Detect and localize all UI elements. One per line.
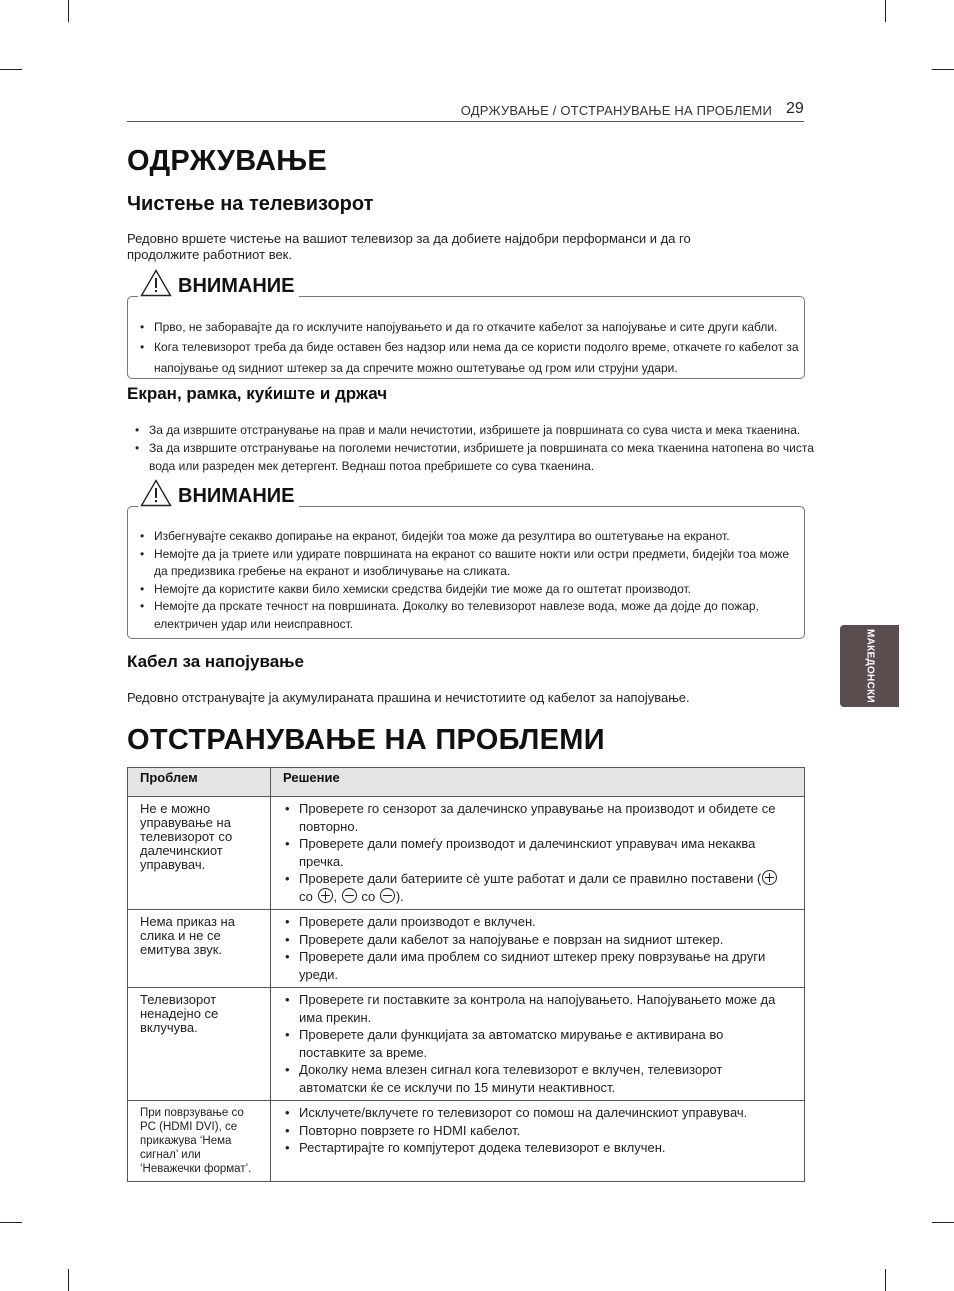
- intro-line: Редовно вршете чистење на вашиот телевизор за да добиете најдобри перформанси и да го: [127, 231, 691, 246]
- battery-connector: со: [357, 888, 379, 904]
- list-item: • Проверете дали производот е вклучен.: [285, 914, 536, 929]
- list-item: • Рестартирајте го компјутерот додека телевизорот е вклучен.: [285, 1140, 666, 1155]
- list-item-text: Проверете дали функцијата за автоматско мирување е активирана во поставките за време.: [299, 1027, 724, 1060]
- solution-list: [285, 991, 792, 1096]
- troubleshooting-table: [127, 767, 805, 1182]
- solution-list: [285, 913, 792, 983]
- battery-end: ).: [395, 888, 404, 904]
- solution-cell: [271, 797, 805, 910]
- list-item-text: Кога телевизорот треба да биде оставен без надзор или нема да се користи подолго време, откачете го кабелот за напојување од ѕидниот штекер за да спречите можно оштетување од гром или струјни удари.: [154, 339, 799, 375]
- minus-circle-icon: [380, 888, 395, 903]
- page-number: 29: [786, 100, 804, 117]
- list-item: • Проверете ги поставките за контрола на напојувањето. Напојувањето може да има прекин.: [285, 992, 776, 1025]
- problem-cell: Нема приказ на слика и не се емитува звук.: [128, 910, 271, 988]
- cleaning-heading: Чистење на телевизорот: [127, 193, 374, 215]
- list-item: • Проверете дали помеѓу производот и далечинскиот управувач има некаква пречка.: [285, 836, 756, 869]
- battery-separator: ,: [333, 888, 341, 904]
- warning-triangle-icon: [140, 479, 172, 507]
- crop-mark: [932, 69, 954, 70]
- list-item-text: Немојте да прскате течност на површината. Доколку во телевизорот навлезе вода, може да дојде до пожар, електричен удар или неисправност.: [154, 599, 759, 631]
- list-item-text: Проверете дали има проблем со ѕидниот штекер преку поврзување на други уреди.: [299, 949, 766, 982]
- maintenance-title: ОДРЖУВАЊЕ: [127, 145, 328, 177]
- intro-line: продолжите работниот век.: [127, 247, 292, 262]
- list-item-text: Проверете дали помеѓу производот и далечинскиот управувач има некаква пречка.: [299, 836, 756, 869]
- list-item-text: Проверете го сензорот за далечинско управување на производот и обидете се повторно.: [299, 801, 776, 834]
- caution-title: ВНИМАНИЕ: [178, 275, 295, 297]
- list-item-text: Избегнувајте секакво допирање на екранот, бидејќи тоа може да резултира во оштетување на екранот.: [154, 529, 730, 543]
- list-item: • Немојте да користите какви било хемиски средства бидејќи тие може да го оштетат производот.: [140, 581, 692, 596]
- troubleshooting-title: ОТСТРАНУВАЊЕ НА ПРОБЛЕМИ: [127, 724, 605, 756]
- header-divider: [127, 121, 804, 122]
- list-item-text: Немојте да ја триете или удирате површината на екранот со вашите нокти или остри предмети, бидејќи тоа може да предизвика гребење на екранот и изобличување на сликата.: [154, 546, 790, 578]
- plus-circle-icon: [318, 888, 333, 903]
- list-item-text: Немојте да користите какви било хемиски средства бидејќи тие може да го оштетат производот.: [154, 581, 692, 596]
- list-item: • Немојте да прскате течност на површината. Доколку во телевизорот навлезе вода, може да дојде до пожар, електричен удар или неисправност.: [140, 599, 759, 631]
- table-row: [128, 797, 805, 910]
- caution-header: [138, 479, 299, 507]
- column-header-problem: Проблем: [128, 768, 271, 797]
- caution-header: [138, 269, 299, 297]
- cable-text: Редовно отстранувајте ја акумулираната прашина и нечистотиите од кабелот за напојување.: [127, 690, 690, 705]
- crop-mark: [0, 69, 22, 70]
- running-head: ОДРЖУВАЊЕ / ОТСТРАНУВАЊЕ НА ПРОБЛЕМИ: [460, 103, 772, 118]
- list-item-text: За да извршите отстранување на поголеми нечистотии, избришете ја површината со мека ткаенина натопена во чиста вода или разреден мек детергент. Веднаш потоа пребришете со сува ткаенина.: [149, 441, 814, 473]
- list-item-text: Проверете дали кабелот за напојување е поврзан на ѕидниот штекер.: [299, 931, 724, 947]
- cleaning-intro: [127, 231, 787, 263]
- list-item: • Повторно поврзете го HDMI кабелот.: [285, 1122, 521, 1138]
- caution-box: [127, 275, 805, 379]
- solution-cell: [271, 910, 805, 988]
- list-item: • Кога телевизорот треба да биде оставен без надзор или нема да се користи подолго време, откачете го кабелот за напојување од ѕидниот штекер за да спречите можно оштетување од гром или струјни удари.: [140, 339, 799, 375]
- solution-cell: [271, 1101, 805, 1182]
- list-item-text: Исклучете/вклучете го телевизорот со помош на далечинскиот управувач.: [299, 1105, 748, 1120]
- list-item-text: Повторно поврзете го HDMI кабелот.: [299, 1122, 521, 1138]
- problem-cell: Телевизорот ненадејно се вклучува.: [128, 988, 271, 1101]
- plus-circle-icon: [762, 870, 777, 885]
- screen-heading: Екран, рамка, куќиште и држач: [127, 384, 388, 403]
- solution-list: [285, 1104, 792, 1157]
- list-item: • Проверете дали има проблем со ѕидниот штекер преку поврзување на други уреди.: [285, 949, 766, 982]
- table-header-row: [128, 768, 805, 797]
- crop-mark: [885, 0, 886, 22]
- list-item-text: Прво, не заборавајте да го исклучите напојувањето и да го откачите кабелот за напојување и сите други кабли.: [154, 320, 778, 334]
- list-item: • Проверете го сензорот за далечинско управување на производот и обидете се повторно.: [285, 801, 776, 834]
- caution-list: [128, 319, 804, 379]
- battery-connector: со: [299, 888, 317, 904]
- crop-mark: [0, 1222, 22, 1223]
- battery-text: Проверете дали батериите сè уште работат и дали се правилно поставени (: [299, 871, 762, 886]
- caution-box: [127, 485, 805, 639]
- screen-cleaning-list: [127, 421, 817, 475]
- warning-triangle-icon: [140, 269, 172, 297]
- language-side-tab: [840, 625, 899, 707]
- cable-heading: Кабел за напојување: [127, 652, 305, 671]
- list-item: • Проверете дали батериите сè уште работат и дали се правилно поставени ( со , со ).: [285, 870, 792, 905]
- table-row: [128, 1101, 805, 1182]
- list-item: • Исклучете/вклучете го телевизорот со помош на далечинскиот управувач.: [285, 1105, 748, 1120]
- list-item: • За да извршите отстранување на поголеми нечистотии, избришете ја површината со мека ткаенина натопена во чиста вода или разреден мек детергент. Веднаш потоа пребришете со сува ткаенина.: [135, 441, 814, 473]
- caution-title: ВНИМАНИЕ: [178, 485, 295, 507]
- list-item: • Немојте да ја триете или удирате површината на екранот со вашите нокти или остри предмети, бидејќи тоа може да предизвика гребење на екранот и изобличување на сликата.: [140, 546, 790, 578]
- crop-mark: [932, 1222, 954, 1223]
- list-item: • Доколку нема влезен сигнал кога телевизорот е вклучен, телевизорот автоматски ќе се исклучи по 15 минути неактивност.: [285, 1062, 723, 1095]
- list-item: • Избегнувајте секакво допирање на екранот, бидејќи тоа може да резултира во оштетување на екранот.: [140, 529, 730, 543]
- list-item: • Проверете дали кабелот за напојување е поврзан на ѕидниот штекер.: [285, 931, 724, 947]
- caution-list: [128, 528, 804, 633]
- list-item: • За да извршите отстранување на прав и мали нечистотии, избришете ја површината со сува чиста и мека ткаенина.: [135, 423, 801, 437]
- solution-list: [285, 800, 792, 905]
- table-row: [128, 910, 805, 988]
- minus-circle-icon: [342, 888, 357, 903]
- table-row: [128, 988, 805, 1101]
- problem-cell: При поврзување со PC (HDMI DVI), се прикажува ‘Нема сигнал’ или ‘Неважечки формат’.: [128, 1101, 271, 1182]
- list-item-text: Рестартирајте го компјутерот додека телевизорот е вклучен.: [299, 1140, 666, 1155]
- list-item: • Проверете дали функцијата за автоматско мирување е активирана во поставките за време.: [285, 1027, 724, 1060]
- column-header-solution: Решение: [271, 768, 805, 797]
- list-item-text: За да извршите отстранување на прав и мали нечистотии, избришете ја површината со сува чиста и мека ткаенина.: [149, 423, 801, 437]
- list-item-text: Доколку нема влезен сигнал кога телевизорот е вклучен, телевизорот автоматски ќе се исклучи по 15 минути неактивност.: [299, 1062, 723, 1095]
- crop-mark: [885, 1269, 886, 1291]
- crop-mark: [68, 1269, 69, 1291]
- solution-cell: [271, 988, 805, 1101]
- list-item: • Прво, не заборавајте да го исклучите напојувањето и да го откачите кабелот за напојување и сите други кабли.: [140, 320, 778, 334]
- list-item-text: Проверете дали производот е вклучен.: [299, 914, 536, 929]
- list-item-text: Проверете ги поставките за контрола на напојувањето. Напојувањето може да има прекин.: [299, 992, 776, 1025]
- language-tab-label: МАКЕДОНСКИ: [864, 629, 875, 703]
- problem-cell: Не е можно управување на телевизорот со далечинскиот управувач.: [128, 797, 271, 910]
- crop-mark: [68, 0, 69, 22]
